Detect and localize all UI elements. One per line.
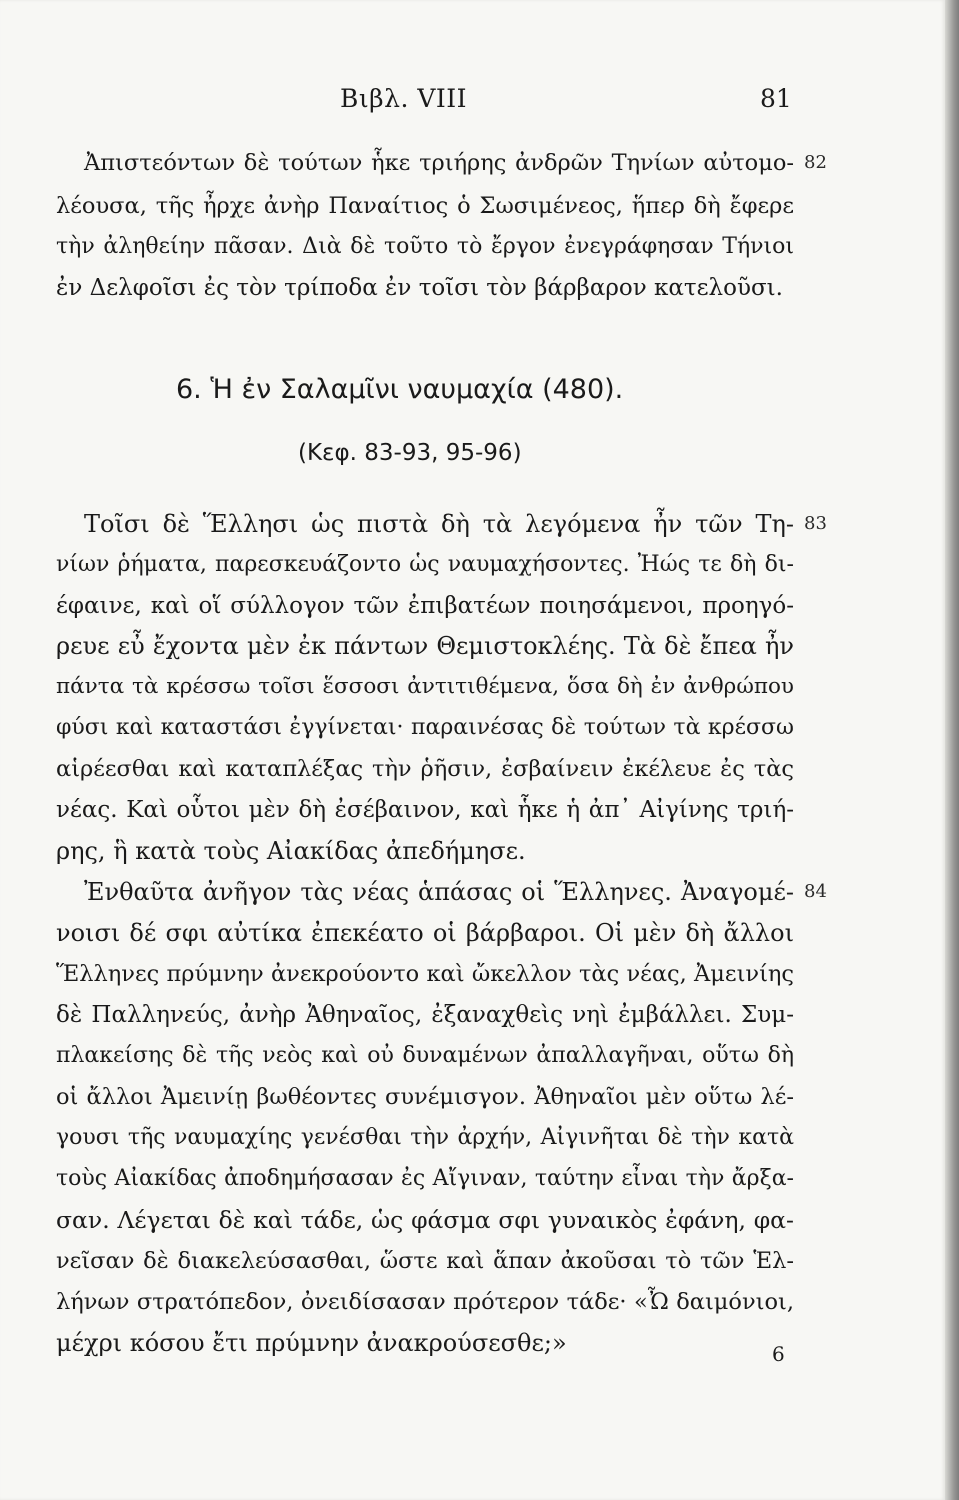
section-title: 6. Ἡ ἐν Σαλαμῖνι ναυμαχία (480). bbox=[176, 374, 624, 405]
text-line: νοισι δέ σφι αὐτίκα ἐπεκέατο οἱ βάρβαροι. Οἱ μὲν δὴ ἄλλοι bbox=[56, 919, 794, 947]
text-line: νίων ῥήματα, παρεσκευάζοντο ὡς ναυμαχήσοντες. Ἠώς τε δὴ δι- bbox=[56, 552, 794, 577]
page-edge bbox=[945, 0, 959, 1500]
text-line: τὴν ἀληθείην πᾶσαν. Διὰ δὲ τοῦτο τὸ ἔργον ἐνεγράφησαν Τήνιοι bbox=[56, 234, 794, 259]
text-line: ρευε εὖ ἔχοντα μὲν ἐκ πάντων Θεμιστοκλέης. Τὰ δὲ ἔπεα ἦν bbox=[56, 632, 794, 660]
text-line: Ἕλληνες πρύμνην ἀνεκρούοντο καὶ ὤκελλον τὰς νέας, Ἀμεινίης bbox=[56, 961, 794, 987]
text-line: λέουσα, τῆς ἦρχε ἀνὴρ Παναίτιος ὁ Σωσιμένεος, ἥπερ δὴ ἔφερε bbox=[56, 193, 794, 219]
text-line: λήνων στρατόπεδον, ὀνειδίσασαν πρότερον τάδε· «Ὦ δαιμόνιοι, bbox=[56, 1289, 794, 1315]
text-line: πλακείσης δὲ τῆς νεὸς καὶ οὐ δυναμένων ἀπαλλαγῆναι, οὕτω δὴ bbox=[56, 1043, 794, 1068]
running-head: Βιβλ. VIII bbox=[340, 84, 468, 113]
text-line: πάντα τὰ κρέσσω τοῖσι ἕσσοσι ἀντιτιθέμενα, ὅσα δὴ ἐν ἀνθρώπου bbox=[56, 674, 794, 699]
text-line: Ἀπιστεόντων δὲ τούτων ἧκε τριήρης ἀνδρῶν Τηνίων αὐτομο- bbox=[84, 150, 794, 176]
text-line: νέας. Καὶ οὗτοι μὲν δὴ ἐσέβαινον, καὶ ἧκε ἡ ἀπ᾽ Αἰγίνης τριή- bbox=[56, 797, 794, 823]
text-line: γουσι τῆς ναυμαχίης γενέσθαι τὴν ἀρχήν, Αἰγινῆται δὲ τὴν κατὰ bbox=[56, 1125, 794, 1150]
text-line: Τοῖσι δὲ Ἕλλησι ὡς πιστὰ δὴ τὰ λεγόμενα ἦν τῶν Τη- bbox=[84, 510, 794, 538]
text-line: τοὺς Αἰακίδας ἀποδημήσασαν ἐς Αἴγιναν, ταύτην εἶναι τὴν ἄρξα- bbox=[56, 1166, 794, 1191]
text-line: οἱ ἄλλοι Ἀμεινίῃ βωθέοντες συνέμισγον. Ἀθηναῖοι μὲν οὕτω λέ- bbox=[56, 1084, 794, 1110]
text-line: νεῖσαν δὲ διακελεύσασθαι, ὥστε καὶ ἅπαν ἀκοῦσαι τὸ τῶν Ἑλ- bbox=[56, 1248, 794, 1274]
signature-mark: 6 bbox=[772, 1342, 785, 1366]
text-line: ἐν Δελφοῖσι ἐς τὸν τρίποδα ἐν τοῖσι τὸν βάρβαρον κατελοῦσι. bbox=[56, 275, 783, 301]
text-line: ρης, ἣ κατὰ τοὺς Αἰακίδας ἀπεδήμησε. bbox=[56, 837, 526, 865]
text-line: αἱρέεσθαι καὶ καταπλέξας τὴν ῥῆσιν, ἐσβαίνειν ἐκέλευε ἐς τὰς bbox=[56, 756, 794, 782]
text-line: Ἐνθαῦτα ἀνῆγον τὰς νέας ἁπάσας οἱ Ἕλληνες. Ἀναγομέ- bbox=[84, 878, 794, 906]
text-line: έφαινε, καὶ οἵ σύλλογον τῶν ἐπιβατέων ποιησάμενοι, προηγό- bbox=[56, 593, 794, 619]
marginal-chapter-number: 82 bbox=[804, 152, 827, 173]
marginal-chapter-number: 84 bbox=[804, 881, 827, 902]
section-chapters: (Κεφ. 83-93, 95-96) bbox=[298, 440, 522, 466]
page-number: 81 bbox=[760, 84, 792, 113]
text-line: σαν. Λέγεται δὲ καὶ τάδε, ὡς φάσμα σφι γυναικὸς ἐφάνη, φα- bbox=[56, 1206, 794, 1234]
text-line: μέχρι κόσου ἔτι πρύμνην ἀνακρούσεσθε;» bbox=[56, 1329, 567, 1357]
marginal-chapter-number: 83 bbox=[804, 513, 827, 534]
text-line: δὲ Παλληνεύς, ἀνὴρ Ἀθηναῖος, ἐξαναχθεὶς νηὶ ἐμβάλλει. Συμ- bbox=[56, 1002, 794, 1028]
text-line: φύσι καὶ καταστάσι ἐγγίνεται· παραινέσας δὲ τούτων τὰ κρέσσω bbox=[56, 715, 794, 740]
